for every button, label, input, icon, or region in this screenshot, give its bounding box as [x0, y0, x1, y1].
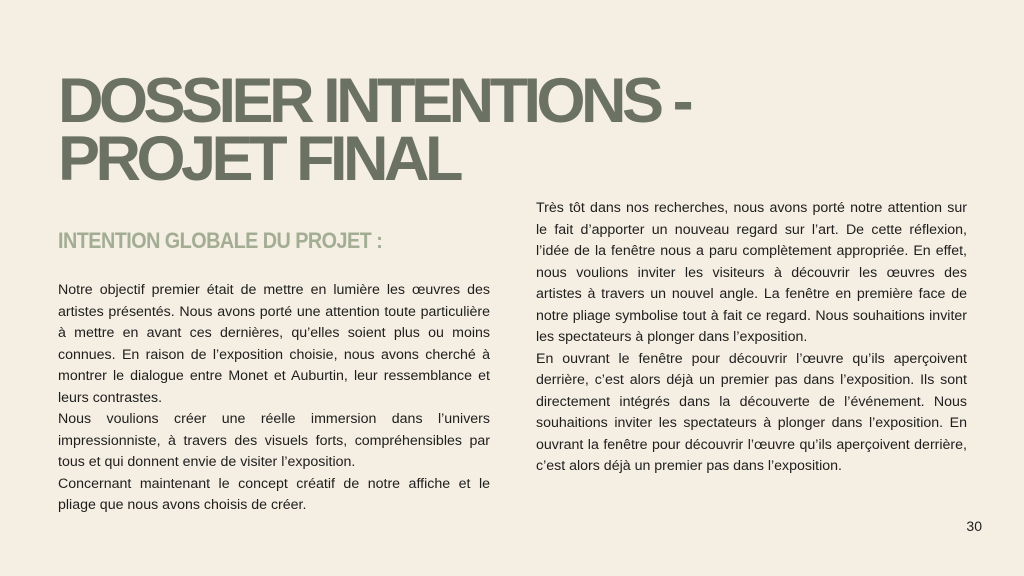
left-paragraph-2: Nous voulions créer une réelle immersion dans l’univers impressionniste, à travers des visuels forts, compréhensibles par tous et qui donnent envie de visiter l’exposition.	[58, 411, 490, 470]
right-paragraph-1: Très tôt dans nos recherches, nous avons porté notre attention sur le fait d’apporter un nouveau regard sur l’art. De cette réflexion, l’idée de la fenêtre nous a paru complètement appropriée. En effet, nous voulions inviter les visiteurs à découvrir les œuvres des artistes à travers un nouvel angle. La fenêtre en première face de notre pliage symbolise tout à fait ce regard. Nous souhaitions inviter les spectateurs à plonger dans l’exposition.	[536, 200, 967, 345]
page-title-line-1: DOSSIER INTENTIONS -	[58, 66, 690, 136]
page-number: 30	[966, 518, 982, 534]
page-title	[58, 66, 778, 194]
left-text-column	[58, 280, 490, 517]
section-heading: INTENTION GLOBALE DU PROJET :	[58, 228, 383, 253]
left-paragraph-1: Notre objectif premier était de mettre en lumière les œuvres des artistes présentés. Nous avons porté une attention toute particulière à mettre en avant ces dernières, qu’elles soient plus ou moins connues. En raison de l’exposition choisie, nous avons cherché à montrer le dialogue entre Monet et Auburtin, leur ressemblance et leurs contrastes.	[58, 282, 490, 406]
page-title-line-2: PROJET FINAL	[58, 124, 460, 194]
right-text-column	[536, 198, 967, 478]
left-paragraph-3: Concernant maintenant le concept créatif de notre affiche et le pliage que nous avons choisis de créer.	[58, 475, 490, 513]
right-paragraph-2: En ouvrant le fenêtre pour découvrir l’œuvre qu’ils aperçoivent derrière, c’est alors déjà un premier pas dans l’exposition. Ils sont directement intégrés dans la découverte de l’événement. Nous souhaitions inviter les spectateurs à plonger dans l’exposition. En ouvrant la fenêtre pour découvrir l’œuvre qu’ils aperçoivent derrière, c’est alors déjà un premier pas dans l’exposition.	[536, 350, 967, 474]
